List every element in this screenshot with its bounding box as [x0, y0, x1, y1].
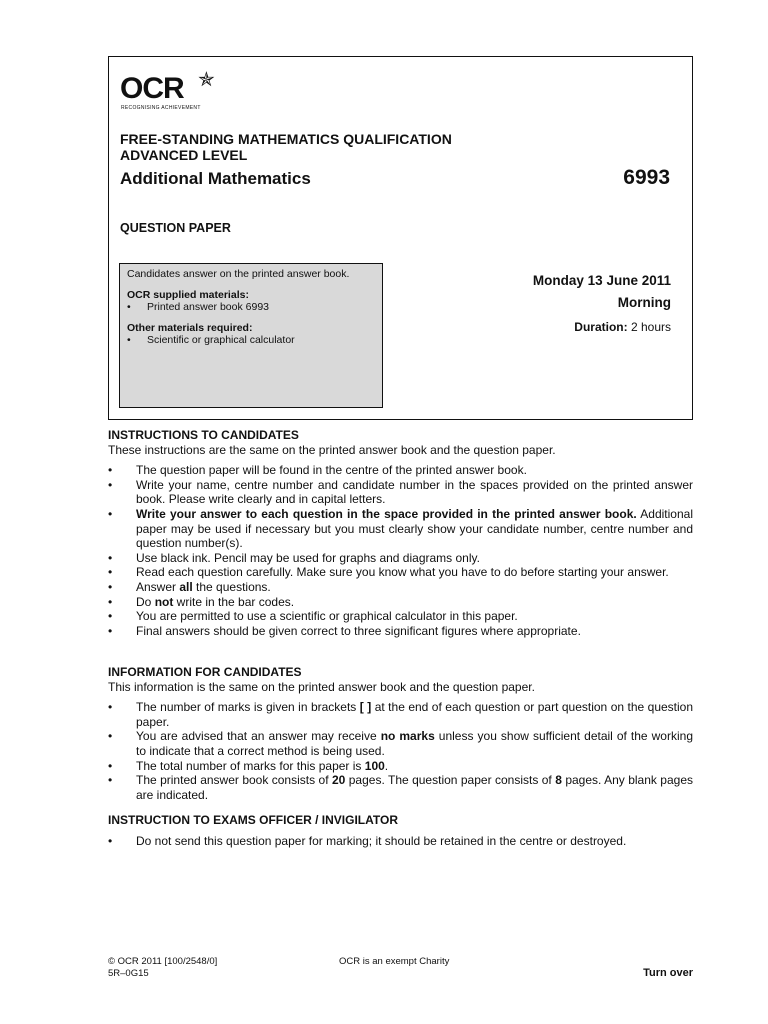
information-list: [108, 700, 693, 802]
turn-over-label: Turn over: [643, 967, 693, 979]
duration-value: 2 hours: [630, 320, 671, 334]
exam-session: Morning: [617, 295, 671, 310]
materials-intro: Candidates answer on the printed answer book.: [127, 268, 350, 280]
list-item: • Write your answer to each question in the space provided in the printed answer book. Additional paper may be used if necessary but you must clearly show your candidate number, centre number and question number(s).: [108, 506, 693, 551]
bullet: •: [127, 334, 131, 346]
materials-box: [119, 263, 383, 408]
officer-heading: INSTRUCTION TO EXAMS OFFICER / INVIGILATOR: [108, 813, 399, 827]
other-materials-text: Scientific or graphical calculator: [147, 334, 295, 346]
duration-label: Duration:: [574, 320, 628, 334]
bullet: •: [127, 301, 131, 313]
list-item: • The question paper will be found in the centre of the printed answer book.: [108, 463, 527, 478]
subject-title: Additional Mathematics: [120, 169, 311, 188]
list-item: • Do not write in the bar codes.: [108, 594, 295, 609]
list-item: • Answer all the questions.: [108, 579, 271, 594]
other-materials-heading: Other materials required:: [127, 321, 253, 334]
exam-details: [533, 273, 671, 334]
list-item: • You are advised that an answer may receive no marks unless you show sufficient detail of the working to indicate that a correct method is being used.: [108, 729, 693, 758]
instructions-section: [108, 428, 693, 638]
exam-duration: [533, 320, 671, 334]
charity-note: OCR is an exempt Charity: [339, 956, 450, 967]
logo-tagline: RECOGNISING ACHIEVEMENT: [121, 105, 201, 111]
officer-section: [108, 813, 693, 848]
instructions-intro: These instructions are the same on the printed answer book and the question paper.: [108, 442, 556, 457]
information-section: [108, 665, 693, 802]
qualification-title: [120, 131, 452, 163]
list-item: • The total number of marks for this paper is 100.: [108, 758, 389, 773]
qualification-line-1: FREE-STANDING MATHEMATICS QUALIFICATION: [120, 131, 452, 147]
list-item: • Do not send this question paper for marking; it should be retained in the centre or destroyed.: [108, 833, 627, 848]
supplied-materials-text: Printed answer book 6993: [147, 301, 269, 313]
list-item: • Final answers should be given correct to three significant figures where appropriate.: [108, 623, 581, 638]
supplied-materials-heading: OCR supplied materials:: [127, 288, 249, 301]
instructions-list: [108, 463, 693, 638]
star-icon: ✯: [198, 69, 215, 91]
list-item: • Write your name, centre number and candidate number in the spaces provided on the printed answer book. Please write clearly and in capital letters.: [108, 477, 693, 507]
other-materials-item: [127, 334, 382, 347]
footer-left: [108, 956, 217, 980]
list-item: • The printed answer book consists of 20 pages. The question paper consists of 8 pages. Any blank pages are indicated.: [108, 773, 694, 802]
paper-code: 6993: [623, 166, 670, 189]
reference-code: 5R–0G15: [108, 968, 149, 979]
list-item: • Use black ink. Pencil may be used for graphs and diagrams only.: [108, 550, 480, 565]
supplied-materials-item: [127, 301, 382, 314]
exam-date: Monday 13 June 2011: [532, 273, 671, 288]
information-heading: INFORMATION FOR CANDIDATES: [108, 665, 302, 679]
instructions-heading: INSTRUCTIONS TO CANDIDATES: [108, 428, 299, 442]
information-intro: This information is the same on the printed answer book and the question paper.: [108, 679, 535, 694]
list-item: • The number of marks is given in brackets [ ] at the end of each question or part question on the question paper.: [108, 700, 694, 729]
list-item: • Read each question carefully. Make sure you know what you have to do before starting your answer.: [108, 565, 669, 580]
logo-text: OCR: [120, 72, 184, 105]
paper-type: QUESTION PAPER: [120, 221, 231, 235]
ocr-logo: [120, 69, 240, 116]
list-item: • You are permitted to use a scientific or graphical calculator in this paper.: [108, 609, 518, 624]
officer-list: [108, 834, 693, 849]
qualification-line-2: ADVANCED LEVEL: [120, 147, 248, 163]
copyright-text: © OCR 2011 [100/2548/0]: [108, 956, 218, 967]
